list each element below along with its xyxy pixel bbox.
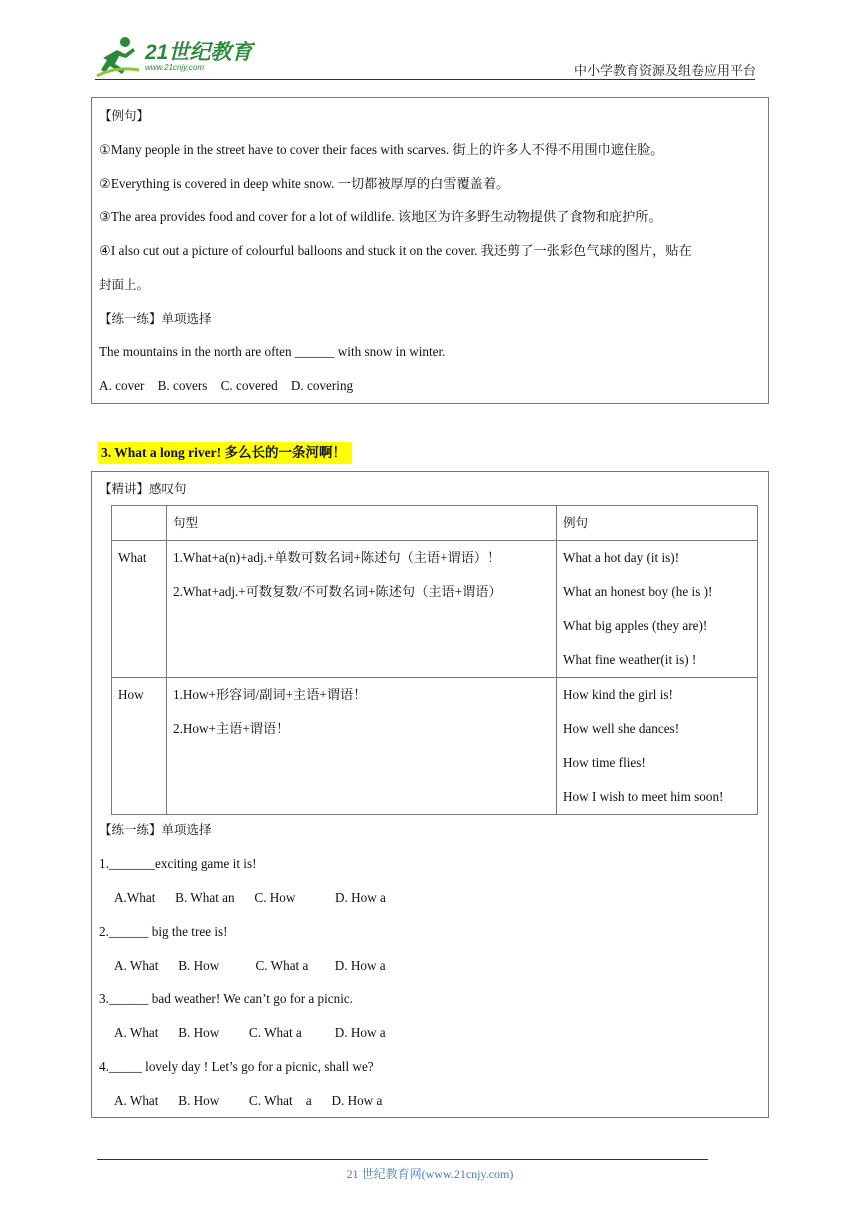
practice-heading: 【练一练】单项选择 bbox=[99, 311, 212, 326]
logo-url: www.21cnjy.com bbox=[145, 63, 204, 72]
pattern-line: 2.How+主语+谓语！ bbox=[173, 721, 290, 736]
question-3-options: A. What B. How C. What a D. How a bbox=[114, 1025, 386, 1040]
question-2-options: A. What B. How C. What a D. How a bbox=[114, 958, 386, 973]
example-line: What big apples (they are)! bbox=[563, 618, 708, 633]
example-sentence-1: ①Many people in the street have to cover their faces with scarves. 街上的许多人不得不用围巾遮住脸。 bbox=[99, 142, 664, 157]
table-header-row bbox=[112, 506, 758, 541]
grammar-intro: 【精讲】感叹句 bbox=[99, 481, 187, 496]
pattern-line: 2.What+adj.+可数复数/不可数名词+陈述句（主语+谓语） bbox=[173, 584, 502, 599]
table-row bbox=[112, 541, 758, 678]
question-4-options: A. What B. How C. What a D. How a bbox=[114, 1093, 383, 1108]
question-1: 1._______exciting game it is! bbox=[99, 856, 257, 871]
example-line: What a hot day (it is)! bbox=[563, 550, 680, 565]
example-sentence-4-cont: 封面上。 bbox=[99, 277, 150, 292]
example-line: What fine weather(it is) ! bbox=[563, 652, 697, 667]
question-4: 4._____ lovely day ! Let’s go for a picnic, shall we? bbox=[99, 1059, 374, 1074]
practice-options: A. cover B. covers C. covered D. covering bbox=[99, 378, 354, 393]
row-label-text: What bbox=[118, 550, 147, 565]
pattern-line: 1.What+a(n)+adj.+单数可数名词+陈述句（主语+谓语）！ bbox=[173, 550, 501, 565]
site-logo bbox=[95, 36, 265, 78]
grammar-table bbox=[111, 505, 758, 815]
page-header bbox=[0, 0, 860, 90]
row-label bbox=[112, 541, 167, 678]
example-line: How kind the girl is! bbox=[563, 687, 673, 702]
practice-heading-2: 【练一练】单项选择 bbox=[99, 822, 212, 837]
footer-divider bbox=[97, 1159, 708, 1160]
table-row bbox=[112, 678, 758, 815]
example-sentence-2: ②Everything is covered in deep white snow. 一切都被厚厚的白雪覆盖着。 bbox=[99, 176, 510, 191]
table-header-cell: 例句 bbox=[557, 506, 758, 541]
example-cell bbox=[557, 541, 758, 678]
section-title: 3. What a long river! 多么长的一条河啊！ bbox=[98, 442, 352, 464]
logo-title: 21世纪教育 bbox=[145, 41, 253, 64]
question-2: 2.______ big the tree is! bbox=[99, 924, 228, 939]
question-1-options: A.What B. What an C. How D. How a bbox=[114, 890, 386, 905]
row-label-text: How bbox=[118, 687, 144, 702]
header-divider bbox=[95, 79, 755, 80]
platform-name: 中小学教育资源及组卷应用平台 bbox=[573, 64, 756, 79]
example-line: How well she dances! bbox=[563, 721, 680, 736]
table-header-cell bbox=[112, 506, 167, 541]
pattern-cell bbox=[167, 678, 557, 815]
practice-question: The mountains in the north are often ______ with snow in winter. bbox=[99, 344, 446, 359]
example-sentence-4: ④I also cut out a picture of colourful balloons and stuck it on the cover. 我还剪了一张彩色气球的图片，贴在 bbox=[99, 243, 692, 258]
pattern-line: 1.How+形容词/副词+主语+谓语！ bbox=[173, 687, 367, 702]
example-line: How time flies! bbox=[563, 755, 646, 770]
question-3: 3.______ bad weather! We can’t go for a picnic. bbox=[99, 991, 354, 1006]
pattern-cell bbox=[167, 541, 557, 678]
example-line: How I wish to meet him soon! bbox=[563, 789, 724, 804]
example-sentence-3: ③The area provides food and cover for a lot of wildlife. 该地区为许多野生动物提供了食物和庇护所。 bbox=[99, 209, 662, 224]
example-line: What an honest boy (he is )! bbox=[563, 584, 713, 599]
table-header-cell: 句型 bbox=[167, 506, 557, 541]
row-label bbox=[112, 678, 167, 815]
examples-heading: 【例句】 bbox=[99, 108, 150, 123]
footer-text: 21 世纪教育网(www.21cnjy.com) bbox=[346, 1167, 514, 1181]
example-cell bbox=[557, 678, 758, 815]
runner-icon bbox=[95, 36, 141, 78]
